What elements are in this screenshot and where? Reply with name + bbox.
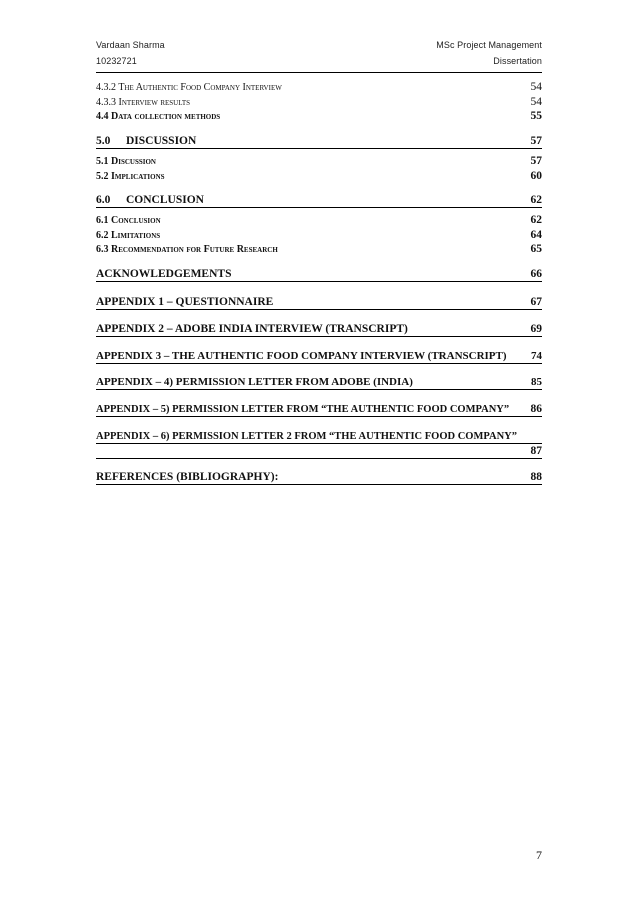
- toc-section-title: CONCLUSION: [126, 194, 204, 206]
- toc-entry-title: 6.2 Limitations: [96, 230, 161, 241]
- toc-section-heading[interactable]: [96, 296, 542, 310]
- toc-section-title: APPENDIX 3 – THE AUTHENTIC FOOD COMPANY INTERVIEW (TRANSCRIPT): [96, 350, 507, 362]
- toc-entry[interactable]: [96, 243, 542, 255]
- toc-entry-title: 4.4 Data collection methods: [96, 111, 221, 122]
- toc-section-heading[interactable]: [96, 376, 542, 390]
- toc-entry-page: 87: [96, 445, 542, 459]
- toc-entry-page: 66: [530, 268, 542, 280]
- toc-entry[interactable]: [96, 229, 542, 241]
- toc-entry-page: 62: [530, 194, 542, 206]
- header-doc-type: Dissertation: [493, 56, 542, 66]
- toc-section-number: 6.0: [96, 194, 111, 206]
- toc-section-heading[interactable]: [96, 323, 542, 337]
- toc-section-heading[interactable]: [96, 350, 542, 364]
- toc-section-heading[interactable]: [96, 194, 542, 208]
- toc-entry-page: 64: [530, 229, 542, 241]
- toc-entry-page: 60: [530, 170, 542, 182]
- toc-entry[interactable]: [96, 110, 542, 122]
- toc-entry-title: 4.3.3 Interview results: [96, 97, 191, 108]
- toc-entry[interactable]: [96, 214, 542, 226]
- toc-entry-page: 85: [531, 376, 542, 388]
- toc-entry-page: 54: [530, 96, 542, 108]
- toc-section-title: ACKNOWLEDGEMENTS: [96, 268, 232, 280]
- toc-entry-title: 5.2 Implications: [96, 171, 165, 182]
- toc-entry-page: 86: [530, 403, 542, 415]
- toc-entry-title: 6.3 Recommendation for Future Research: [96, 244, 278, 255]
- toc-entry-title: 6.1 Conclusion: [96, 215, 161, 226]
- toc-entry-page: 67: [530, 296, 542, 308]
- toc-section-title: DISCUSSION: [126, 135, 197, 147]
- toc-section-heading[interactable]: [96, 403, 542, 417]
- toc-entry[interactable]: [96, 96, 542, 108]
- page-number: 7: [536, 848, 542, 862]
- toc-entry-page: 57: [530, 135, 542, 147]
- toc-section-heading-wrapped[interactable]: [96, 431, 542, 459]
- toc-entry[interactable]: [96, 155, 542, 167]
- toc-section-heading[interactable]: [96, 471, 542, 485]
- toc-section-title: APPENDIX 1 – QUESTIONNAIRE: [96, 296, 274, 308]
- toc-section-title: APPENDIX – 4) PERMISSION LETTER FROM ADOBE (INDIA): [96, 376, 413, 388]
- toc-entry-page: 88: [530, 471, 542, 483]
- toc-section-title: REFERENCES (BIBLIOGRAPHY):: [96, 471, 279, 483]
- toc-section-title: APPENDIX 2 – ADOBE INDIA INTERVIEW (TRANSCRIPT): [96, 323, 408, 335]
- toc-entry-page: 65: [530, 243, 542, 255]
- header-programme: MSc Project Management: [436, 40, 542, 50]
- header-student-id: 10232721: [96, 56, 137, 66]
- toc-entry-page: 54: [530, 81, 542, 93]
- toc-entry-page: 55: [530, 110, 542, 122]
- toc-entry-title: 4.3.2 The Authentic Food Company Interview: [96, 82, 282, 93]
- toc-section-heading[interactable]: [96, 268, 542, 282]
- toc-entry[interactable]: [96, 81, 542, 93]
- toc-section-title: APPENDIX – 6) PERMISSION LETTER 2 FROM “THE AUTHENTIC FOOD COMPANY”: [96, 431, 542, 444]
- toc-entry-page: 57: [530, 155, 542, 167]
- toc-entry-page: 74: [531, 350, 542, 362]
- toc-section-number: 5.0: [96, 135, 111, 147]
- toc-section-heading[interactable]: [96, 135, 542, 149]
- header-author: Vardaan Sharma: [96, 40, 165, 50]
- header-rule: [96, 72, 542, 73]
- toc-entry-page: 69: [530, 323, 542, 335]
- toc-entry[interactable]: [96, 170, 542, 182]
- toc-section-title: APPENDIX – 5) PERMISSION LETTER FROM “THE AUTHENTIC FOOD COMPANY”: [96, 404, 510, 415]
- toc-entry-title: 5.1 Discussion: [96, 156, 156, 167]
- toc-entry-page: 62: [530, 214, 542, 226]
